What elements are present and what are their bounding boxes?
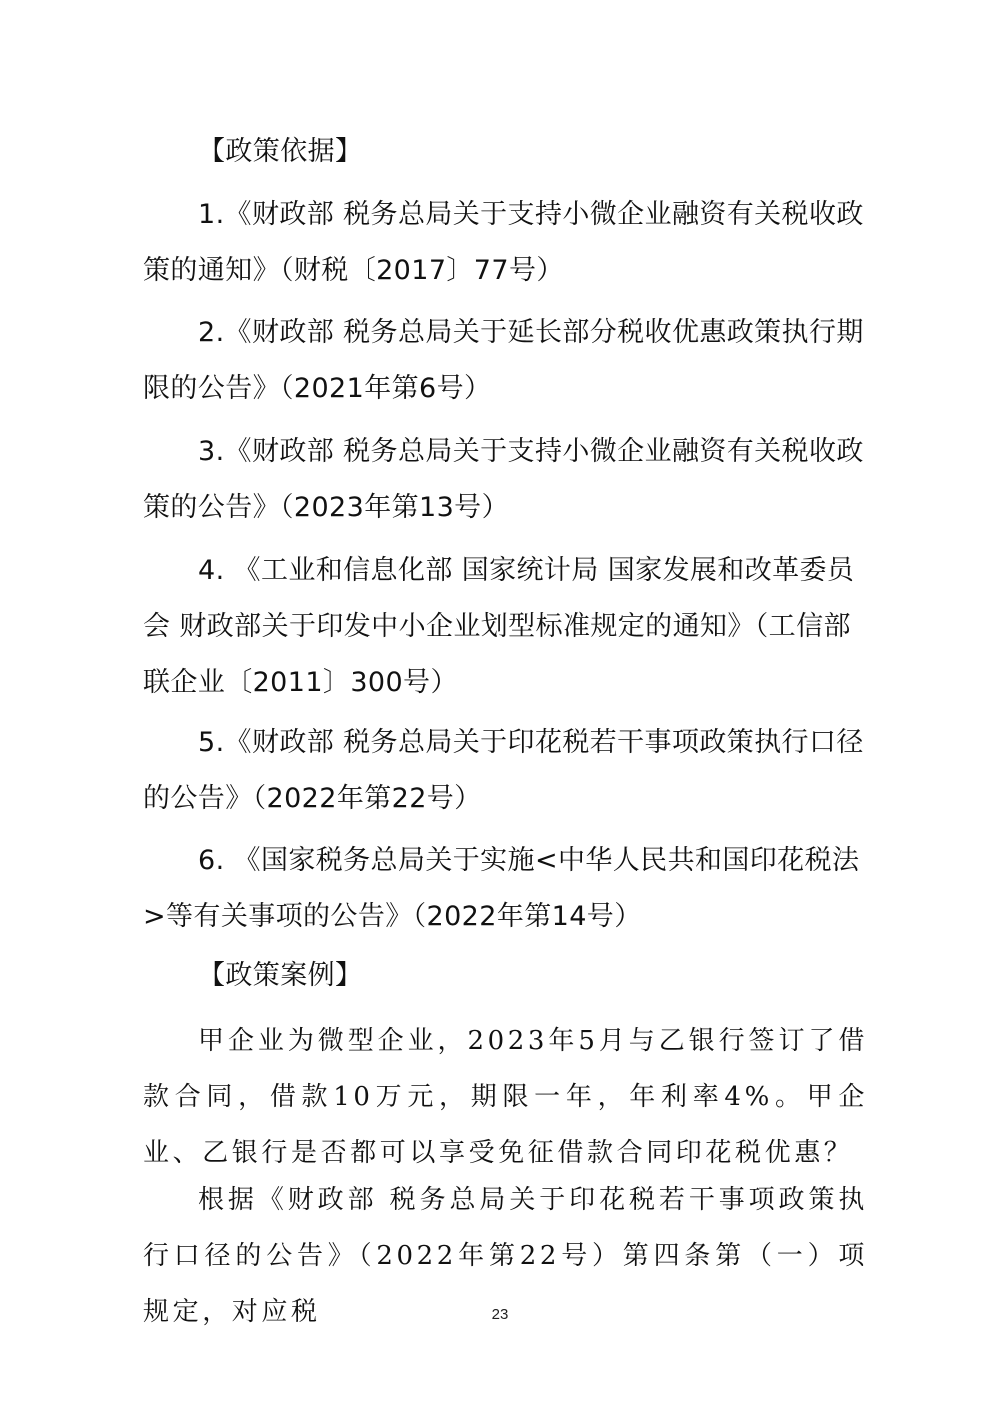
basis-item-3: 3.《财政部 税务总局关于支持小微企业融资有关税收政策的公告》（2023年第13号） [143, 436, 864, 523]
page-number: 23 [491, 1306, 509, 1323]
basis-item-1: 1.《财政部 税务总局关于支持小微企业融资有关税收政策的通知》（财税〔2017〕77号） [143, 199, 864, 286]
basis-item-6: 6. 《国家税务总局关于实施<中华人民共和国印花税法>等有关事项的公告》（2022年第14号） [143, 845, 860, 932]
policy-case-heading: 【政策案例】 [198, 960, 363, 991]
basis-item-5: 5.《财政部 税务总局关于印花税若干事项政策执行口径的公告》（2022年第22号） [143, 727, 864, 814]
case-paragraph-1: 甲企业为微型企业，2023年5月与乙银行签订了借款合同，借款10万元，期限一年，年利率4%。甲企业、乙银行是否都可以享受免征借款合同印花税优惠？ [143, 1026, 868, 1168]
case-paragraph-2: 根据《财政部 税务总局关于印花税若干事项政策执行口径的公告》（2022年第22号）第四条第（一）项规定，对应税 [143, 1185, 868, 1327]
basis-item-2: 2.《财政部 税务总局关于延长部分税收优惠政策执行期限的公告》（2021年第6号） [143, 317, 864, 404]
policy-basis-heading: 【政策依据】 [198, 136, 363, 167]
basis-item-4: 4. 《工业和信息化部 国家统计局 国家发展和改革委员会 财政部关于印发中小企业划型标准规定的通知》（工信部联企业〔2011〕300号） [143, 555, 855, 698]
